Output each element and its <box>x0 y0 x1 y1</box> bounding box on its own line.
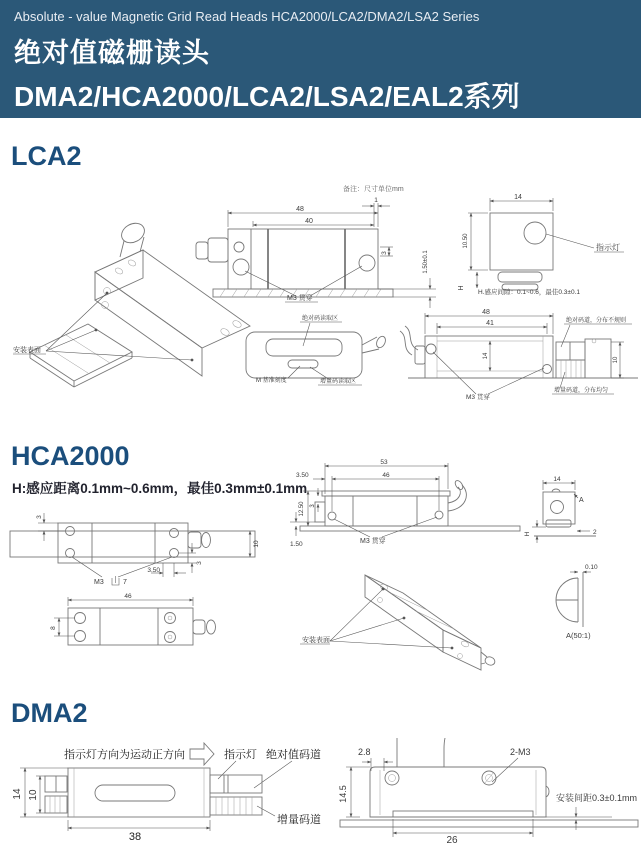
hca2000-detail-a-label: A(50:1) <box>566 631 591 640</box>
dma2-dim-10: 10 <box>28 789 39 801</box>
header-subtitle-en: Absolute - value Magnetic Grid Read Heads HCA2000/LCA2/DMA2/LSA2 Series <box>14 9 480 24</box>
hca2000-bottom-view <box>50 593 216 645</box>
section-title-lca2: LCA2 <box>11 141 82 171</box>
page-header <box>0 0 641 118</box>
lca2-dim-14b: 14 <box>483 352 489 360</box>
header-title-zh: 绝对值磁栅读头 <box>14 38 210 68</box>
lca2-dim-48: 48 <box>296 206 304 213</box>
header-title-series: DMA2/HCA2000/LCA2/LSA2/EAL2系列 <box>14 81 520 112</box>
hca2000-mount-surface-label: 安装表面 <box>302 637 330 644</box>
lca2-dim-gap: 1.50±0.1 <box>423 250 429 274</box>
lca2-side-view-top <box>196 197 436 308</box>
lca2-dim-14: 14 <box>514 194 522 201</box>
hca2000-detail-a <box>556 564 598 640</box>
lca2-dim-40: 40 <box>305 218 313 225</box>
hca2000-top-view <box>10 513 260 586</box>
hca2000-m3-label: M3 <box>94 579 104 586</box>
lca2-abs-read-label: 绝对码读取区 <box>302 316 339 322</box>
hca2000-dim-3c: 3 <box>310 504 316 508</box>
direction-arrow-icon <box>190 743 214 765</box>
dma2-dim-26: 26 <box>446 835 458 846</box>
hca2000-dim-150: 1.50 <box>290 541 303 548</box>
section-title-dma2: DMA2 <box>11 698 88 728</box>
lca2-mount-surface-label: 安装表面 <box>13 347 41 354</box>
lca2-drawings <box>0 178 641 430</box>
dma2-direction-note: 指示灯方向为运动正方向 <box>64 749 185 761</box>
hca2000-dim-8: 8 <box>50 626 57 630</box>
hca2000-end-view <box>524 476 597 543</box>
hca2000-dim-h: H <box>524 531 531 537</box>
dma2-dim-38: 38 <box>128 831 142 843</box>
hca2000-dim-350b: 3.50 <box>296 472 309 479</box>
hca2000-dim-46b: 46 <box>124 593 132 600</box>
lca2-inc-read-label: 增量码读取区 <box>320 379 357 385</box>
lca2-dim-10: 10 <box>613 356 619 364</box>
lca2-ref-mark-label: M 基准刻度 <box>256 378 287 384</box>
dma2-dim-14: 14 <box>12 788 23 800</box>
hca2000-isometric-view <box>300 575 496 670</box>
dma2-drawings <box>0 738 641 852</box>
hca2000-side-view <box>290 459 520 548</box>
dma2-side-view <box>338 738 638 846</box>
lca2-end-view <box>458 194 624 296</box>
hca2000-dim-1250: 12.50 <box>299 501 305 517</box>
hca2000-m3-through-label: M3 贯穿 <box>360 538 386 545</box>
hca2000-detail-a-marker: A <box>579 497 584 504</box>
lca2-isometric-view <box>13 219 250 387</box>
hca2000-dim-3r: 3 <box>196 561 203 565</box>
hca2000-dim-2: 2 <box>593 529 597 536</box>
dma2-dim-145: 14.5 <box>338 785 348 803</box>
hca2000-dim-010: 0.10 <box>585 564 598 571</box>
lca2-dim-3: 3 <box>381 251 388 255</box>
lca2-dim-1050: 10.50 <box>463 233 469 249</box>
hca2000-depth-7: 7 <box>123 579 127 586</box>
lca2-dim-41: 41 <box>486 320 494 327</box>
lca2-bottom-view <box>246 314 387 385</box>
lca2-dim-h: H <box>458 285 465 291</box>
dma2-abs-track-label: 绝对值码道 <box>266 749 321 761</box>
dma2-top-view <box>12 743 321 843</box>
dma2-gap-label: 安装间距0.3±0.1mm <box>556 793 637 803</box>
hca2000-dim-46: 46 <box>382 472 390 479</box>
lca2-indicator-label: 指示灯 <box>596 243 620 252</box>
dma2-indicator-label: 指示灯 <box>224 749 257 761</box>
section-title-hca2000: HCA2000 <box>11 441 130 471</box>
lca2-m3-through-label: M3 贯穿 <box>287 295 313 302</box>
hca2000-dim-350a: 3.50 <box>147 567 160 574</box>
hca2000-dim-53: 53 <box>380 459 388 466</box>
hca2000-dim-14: 14 <box>553 476 561 483</box>
hca2000-drawings <box>0 455 641 690</box>
dma2-2m3-label: 2-M3 <box>510 747 531 757</box>
dma2-dim-28: 2.8 <box>358 747 371 757</box>
lca2-unit-note: 备注：尺寸单位mm <box>343 186 404 193</box>
lca2-gap-note: H.感应间隙：0.1~0.6，最佳0.3±0.1 <box>478 289 581 296</box>
lca2-inc-track-label: 增量码道，分布均匀 <box>554 388 609 394</box>
lca2-dim-48b: 48 <box>482 309 490 316</box>
lca2-side-view-bottom <box>400 309 638 401</box>
hca2000-dim-10: 10 <box>253 540 260 548</box>
lca2-m3-through-label-2: M3 贯穿 <box>466 394 490 401</box>
hca2000-subtitle: H:感应距离0.1mm~0.6mm，最佳0.3mm±0.1mm <box>12 481 308 496</box>
hca2000-dim-3l: 3 <box>36 515 43 519</box>
dma2-inc-track-label: 增量码道 <box>277 814 321 826</box>
lca2-dim-1: 1 <box>374 197 378 204</box>
lca2-abs-track-label: 绝对码道，分布不规则 <box>566 318 627 324</box>
